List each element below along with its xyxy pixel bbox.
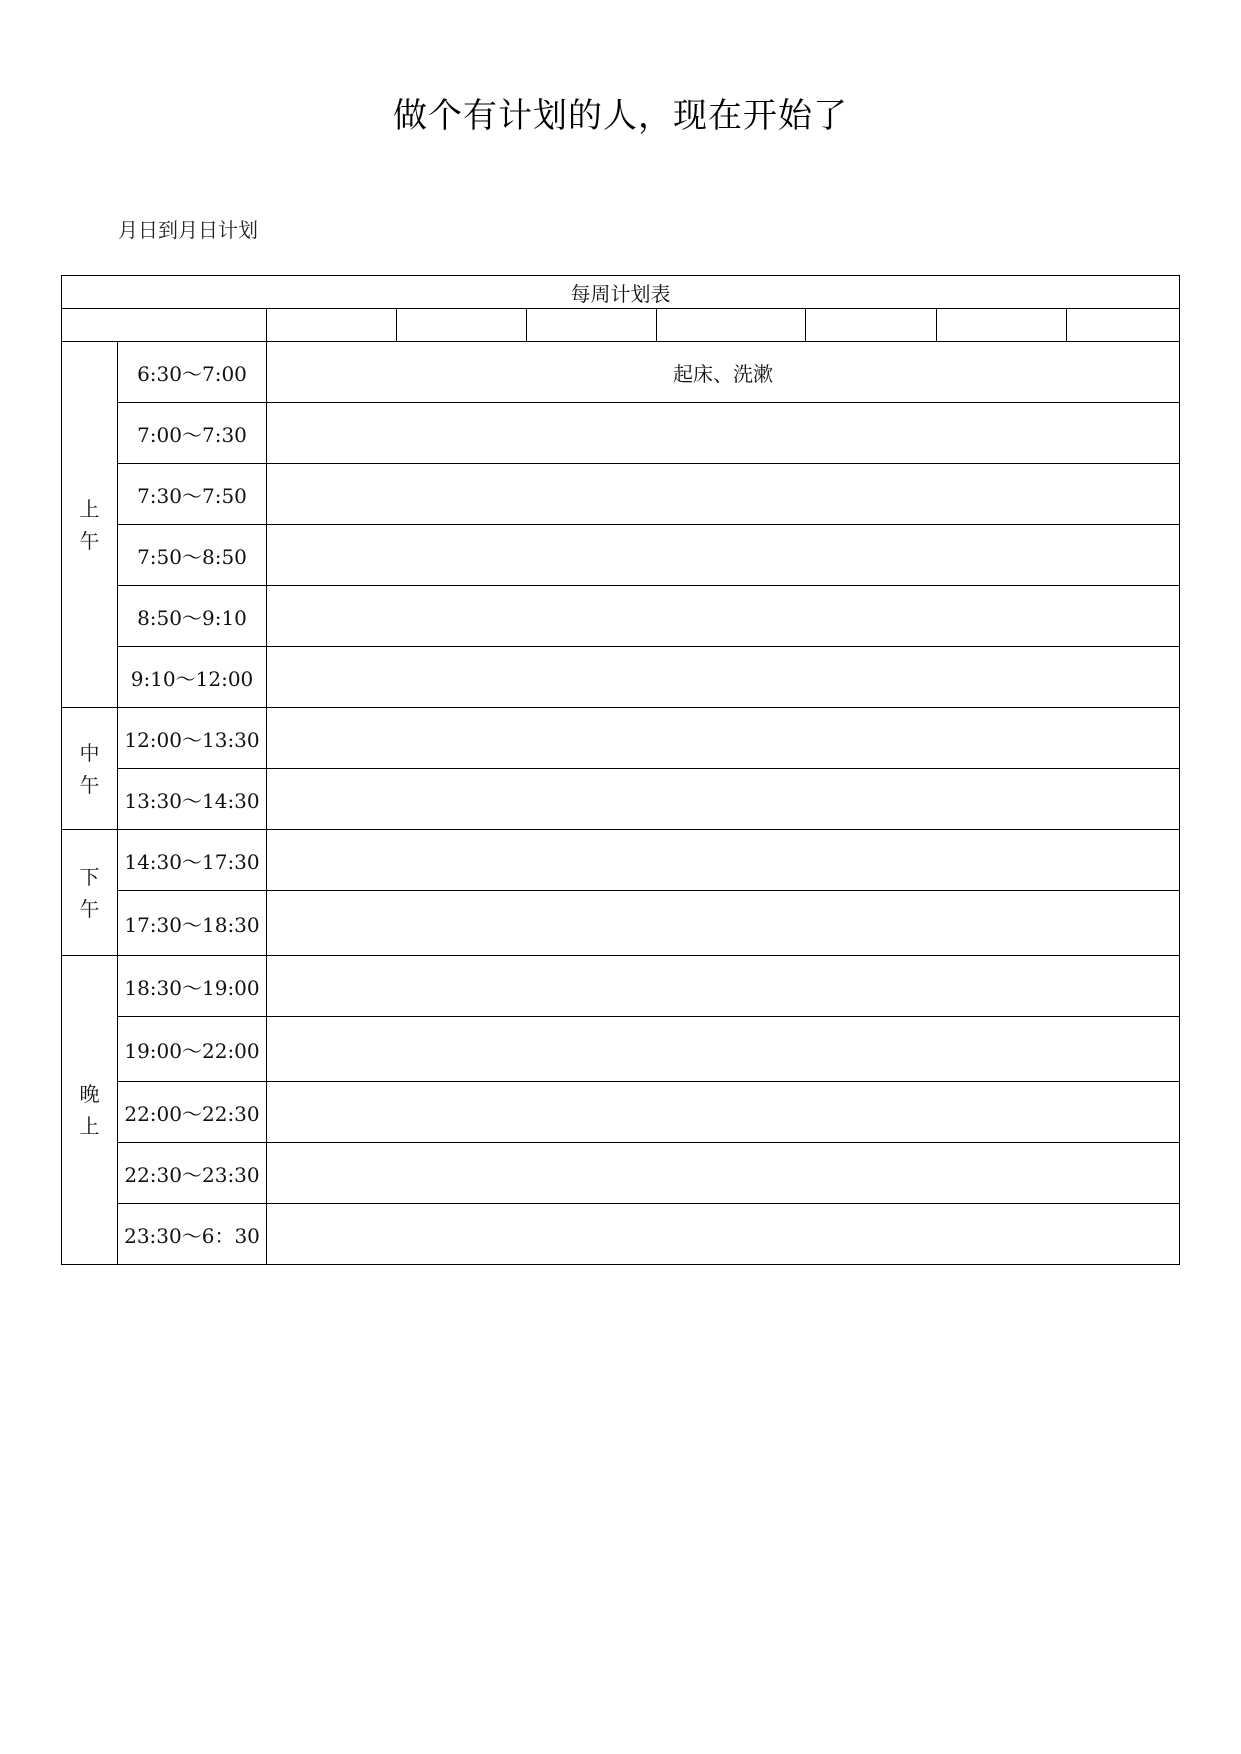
time-slot: 18:30～19:00 bbox=[118, 956, 267, 1017]
table-row bbox=[62, 342, 1180, 403]
activity-cell[interactable] bbox=[267, 830, 1180, 891]
activity-cell[interactable] bbox=[267, 1204, 1180, 1265]
time-slot: 23:30～6：30 bbox=[118, 1204, 267, 1265]
table-row bbox=[62, 647, 1180, 708]
table-row bbox=[62, 1082, 1180, 1143]
period-label-noon: 中 午 bbox=[62, 708, 118, 830]
corner-cell bbox=[62, 309, 267, 342]
table-row bbox=[62, 956, 1180, 1017]
day-header-cell[interactable] bbox=[527, 309, 657, 342]
day-header-cell[interactable] bbox=[267, 309, 397, 342]
day-header-cell[interactable] bbox=[397, 309, 527, 342]
time-slot: 13:30～14:30 bbox=[118, 769, 267, 830]
activity-cell[interactable] bbox=[267, 1082, 1180, 1143]
table-row bbox=[62, 1143, 1180, 1204]
activity-cell[interactable] bbox=[267, 891, 1180, 956]
table-row bbox=[62, 586, 1180, 647]
time-slot: 6:30～7:00 bbox=[118, 342, 267, 403]
time-slot: 8:50～9:10 bbox=[118, 586, 267, 647]
table-row bbox=[62, 1204, 1180, 1265]
activity-cell[interactable] bbox=[267, 403, 1180, 464]
table-caption: 每周计划表 bbox=[62, 276, 1180, 309]
time-slot: 9:10～12:00 bbox=[118, 647, 267, 708]
table-row bbox=[62, 1017, 1180, 1082]
period-label-afternoon: 下 午 bbox=[62, 830, 118, 956]
day-header-cell[interactable] bbox=[937, 309, 1067, 342]
table-row bbox=[62, 708, 1180, 769]
table-row bbox=[62, 464, 1180, 525]
table-row bbox=[62, 525, 1180, 586]
time-slot: 7:00～7:30 bbox=[118, 403, 267, 464]
activity-cell[interactable] bbox=[267, 647, 1180, 708]
time-slot: 22:30～23:30 bbox=[118, 1143, 267, 1204]
day-header-cell[interactable] bbox=[806, 309, 937, 342]
time-slot: 17:30～18:30 bbox=[118, 891, 267, 956]
weekly-plan-table bbox=[61, 275, 1180, 1265]
date-range-label: 月日到月日计划 bbox=[118, 218, 258, 242]
activity-cell[interactable] bbox=[267, 956, 1180, 1017]
time-slot: 22:00～22:30 bbox=[118, 1082, 267, 1143]
table-row bbox=[62, 403, 1180, 464]
activity-cell[interactable] bbox=[267, 464, 1180, 525]
time-slot: 12:00～13:30 bbox=[118, 708, 267, 769]
period-label-morning: 上 午 bbox=[62, 342, 118, 708]
time-slot: 7:50～8:50 bbox=[118, 525, 267, 586]
day-header-row bbox=[62, 309, 1180, 342]
activity-cell[interactable]: 起床、洗漱 bbox=[267, 342, 1180, 403]
table-caption-row bbox=[62, 276, 1180, 309]
period-label-evening: 晚 上 bbox=[62, 956, 118, 1265]
time-slot: 7:30～7:50 bbox=[118, 464, 267, 525]
activity-cell[interactable] bbox=[267, 708, 1180, 769]
table-row bbox=[62, 830, 1180, 891]
time-slot: 19:00～22:00 bbox=[118, 1017, 267, 1082]
activity-cell[interactable] bbox=[267, 769, 1180, 830]
table-row bbox=[62, 769, 1180, 830]
time-slot: 14:30～17:30 bbox=[118, 830, 267, 891]
activity-cell[interactable] bbox=[267, 525, 1180, 586]
day-header-cell[interactable] bbox=[657, 309, 806, 342]
table-row bbox=[62, 891, 1180, 956]
page-title: 做个有计划的人，现在开始了 bbox=[393, 96, 848, 136]
day-header-cell[interactable] bbox=[1067, 309, 1180, 342]
activity-cell[interactable] bbox=[267, 586, 1180, 647]
activity-cell[interactable] bbox=[267, 1143, 1180, 1204]
activity-cell[interactable] bbox=[267, 1017, 1180, 1082]
